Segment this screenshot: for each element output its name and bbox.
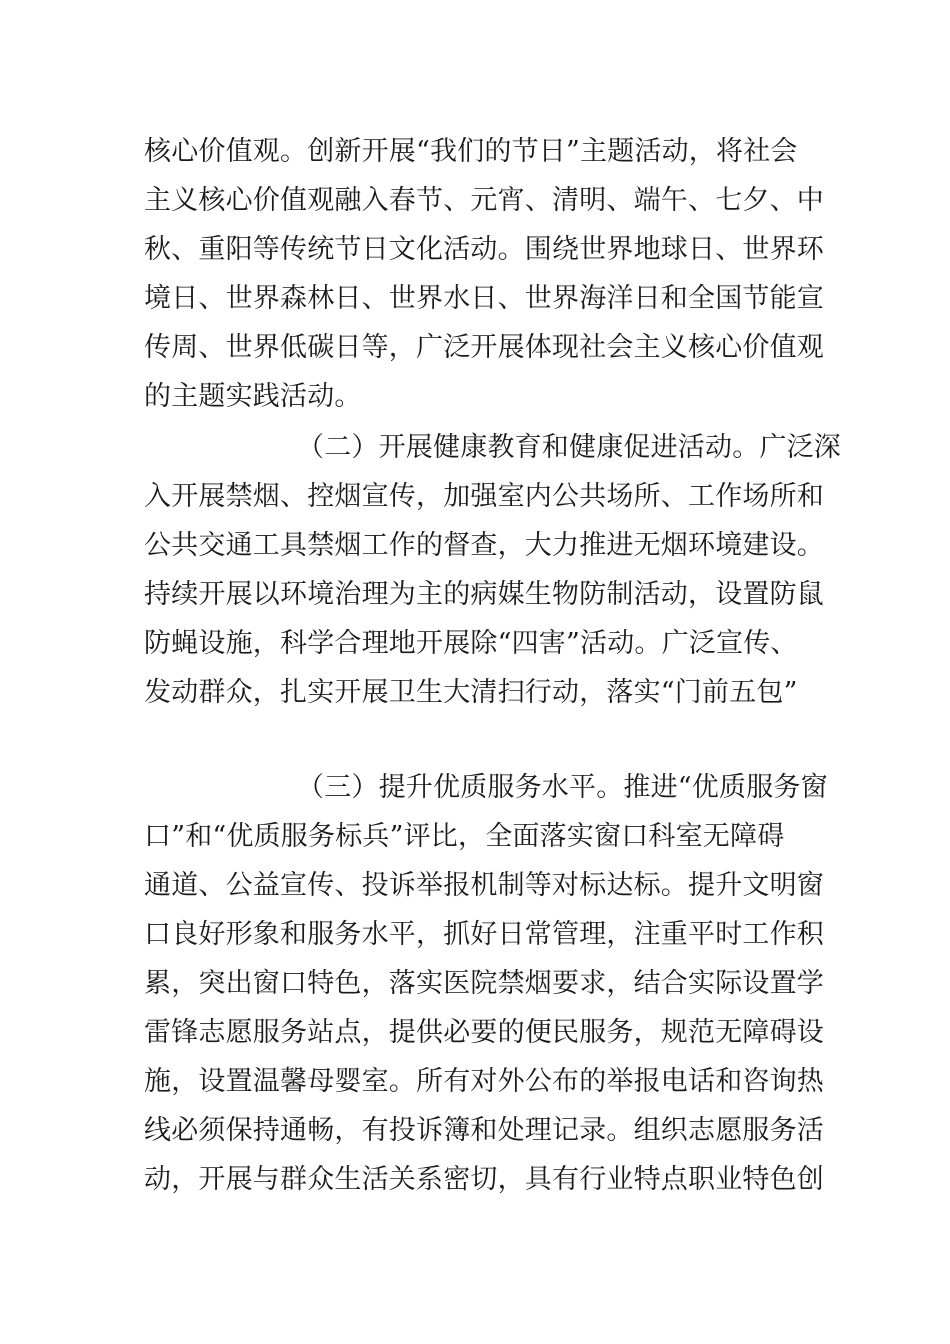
paragraph-3-line-9: 动，开展与群众生活关系密切，具有行业特点职业特色创 xyxy=(144,1164,824,1195)
paragraph-3-line-3: 通道、公益宣传、投诉举报机制等对标达标。提升文明窗 xyxy=(144,870,824,901)
paragraph-3-line-6: 雷锋志愿服务站点，提供必要的便民服务，规范无障碍设 xyxy=(144,1017,824,1048)
paragraph-3-line-4: 口良好形象和服务水平，抓好日常管理，注重平时工作积 xyxy=(144,919,824,950)
paragraph-1-line-2: 主义核心价值观融入春节、元宵、清明、端午、七夕、中 xyxy=(144,185,824,216)
paragraph-2-line-5: 防蝇设施，科学合理地开展除“四害”活动。广泛宣传、 xyxy=(144,628,798,659)
paragraph-2-line-1: （二）开展健康教育和健康促进活动。广泛深 xyxy=(297,432,841,463)
paragraph-1-line-4: 境日、世界森林日、世界水日、世界海洋日和全国节能宣 xyxy=(144,283,824,314)
paragraph-3-line-8: 线必须保持通畅，有投诉簿和处理记录。组织志愿服务活 xyxy=(144,1115,824,1146)
paragraph-1-line-6: 的主题实践活动。 xyxy=(144,381,362,412)
paragraph-2-line-2: 入开展禁烟、控烟宣传，加强室内公共场所、工作场所和 xyxy=(144,481,824,512)
paragraph-1-line-5: 传周、世界低碳日等，广泛开展体现社会主义核心价值观 xyxy=(144,332,824,363)
paragraph-1-line-3: 秋、重阳等传统节日文化活动。围绕世界地球日、世界环 xyxy=(144,234,824,265)
paragraph-3-line-7: 施，设置温馨母婴室。所有对外公布的举报电话和咨询热 xyxy=(144,1066,824,1097)
paragraph-2-line-4: 持续开展以环境治理为主的病媒生物防制活动，设置防鼠 xyxy=(144,579,824,610)
paragraph-2-line-3: 公共交通工具禁烟工作的督查，大力推进无烟环境建设。 xyxy=(144,530,824,561)
paragraph-2-line-6: 发动群众，扎实开展卫生大清扫行动，落实“门前五包” xyxy=(144,677,798,708)
paragraph-1-line-1: 核心价值观。创新开展“我们的节日”主题活动，将社会 xyxy=(144,136,798,167)
paragraph-3-line-1: （三）提升优质服务水平。推进“优质服务窗 xyxy=(297,772,828,803)
paragraph-3-line-5: 累，突出窗口特色，落实医院禁烟要求，结合实际设置学 xyxy=(144,968,824,999)
paragraph-3-line-2: 口”和“优质服务标兵”评比，全面落实窗口科室无障碍 xyxy=(144,821,785,852)
